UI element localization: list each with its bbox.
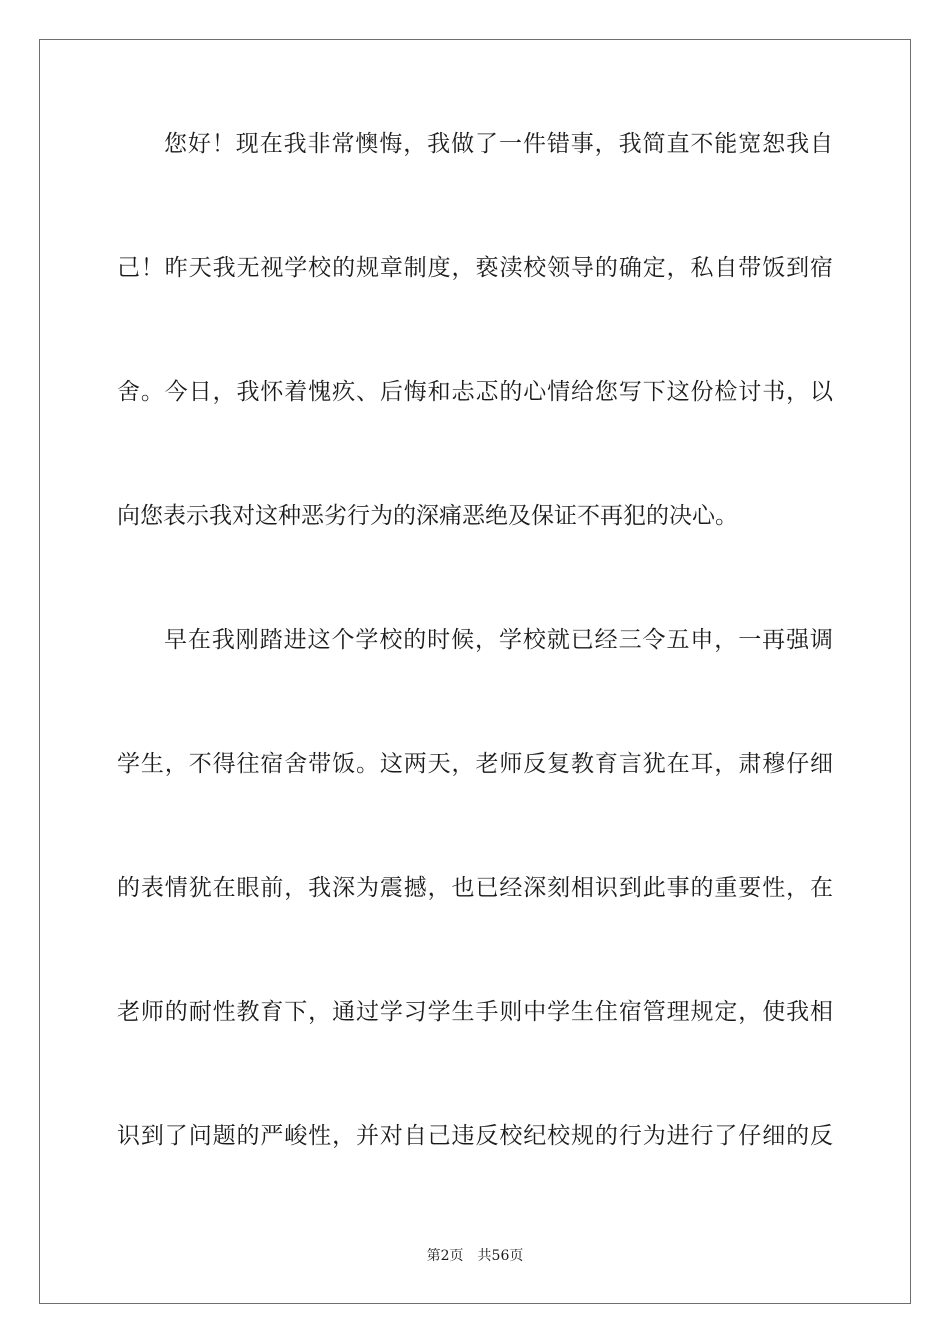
- paragraph-2-line-2: 学生，不得往宿舍带饭。这两天，老师反复教育言犹在耳，肃穆仔细: [117, 751, 833, 777]
- paragraph-1-line-1: 您好！现在我非常懊悔，我做了一件错事，我简直不能宽恕我自: [164, 131, 833, 157]
- paragraph-1-line-2: 己！昨天我无视学校的规章制度，亵渎校领导的确定，私自带饭到宿: [117, 255, 833, 281]
- total-pages: 共56页: [477, 1248, 524, 1264]
- paragraph-1-line-3: 舍。今日，我怀着愧疚、后悔和忐忑的心情给您写下这份检讨书，以: [117, 379, 833, 405]
- paragraph-2-line-3: 的表情犹在眼前，我深为震撼，也已经深刻相识到此事的重要性，在: [117, 875, 833, 901]
- paragraph-1-line-4: 向您表示我对这种恶劣行为的深痛恶绝及保证不再犯的决心。: [117, 503, 738, 529]
- paragraph-2-line-1: 早在我刚踏进这个学校的时候，学校就已经三令五申，一再强调: [164, 627, 833, 653]
- paragraph-2-line-4: 老师的耐性教育下，通过学习学生手则中学生住宿管理规定，使我相: [117, 999, 833, 1025]
- page-number: 第2页: [426, 1248, 464, 1264]
- page-footer: [0, 1246, 950, 1266]
- page-frame: [39, 39, 911, 1304]
- paragraph-2-line-5: 识到了问题的严峻性，并对自己违反校纪校规的行为进行了仔细的反: [117, 1123, 833, 1149]
